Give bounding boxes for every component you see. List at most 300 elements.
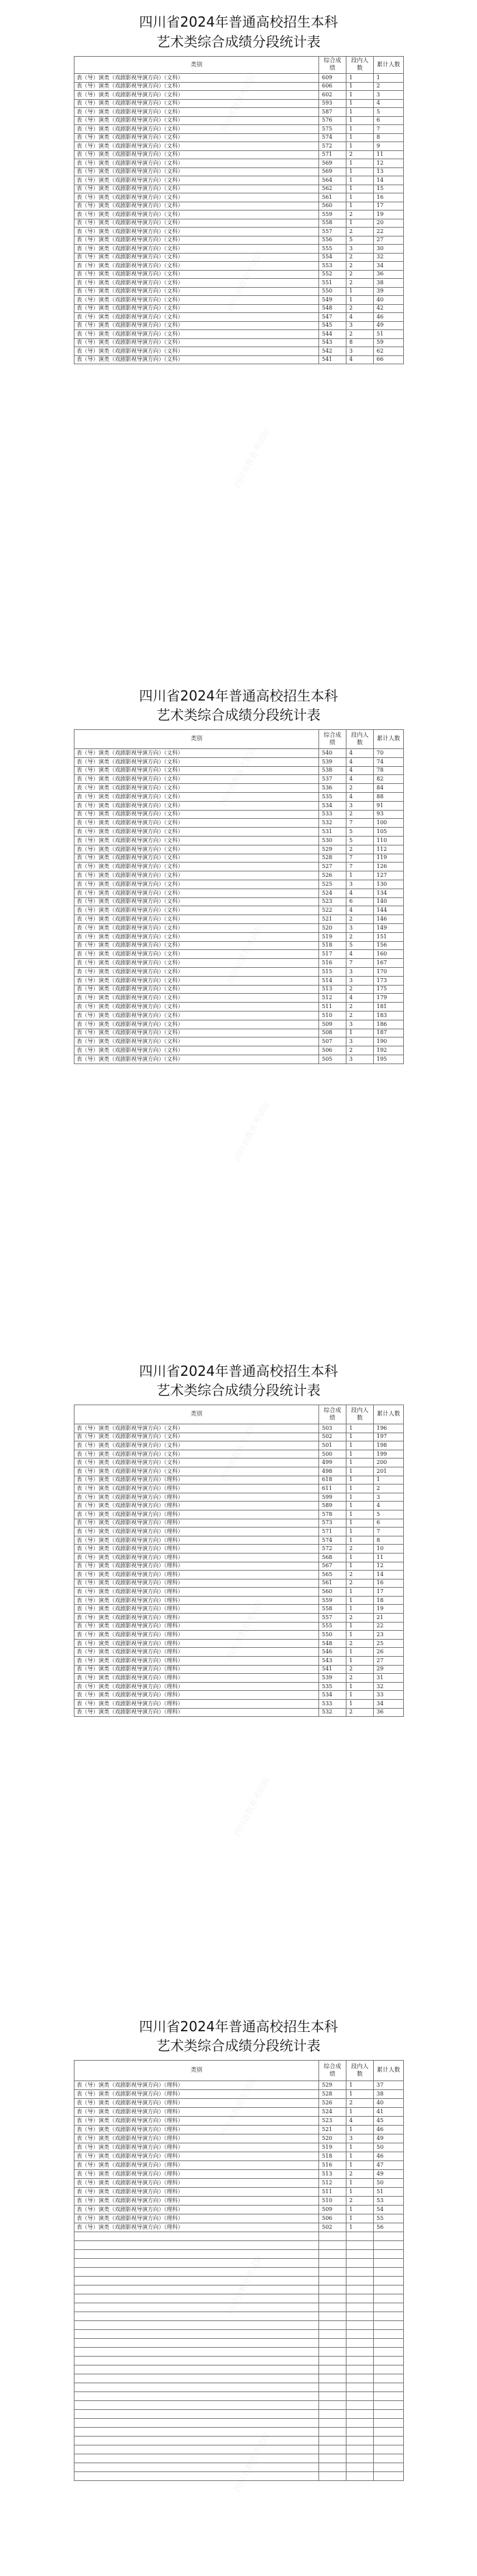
cell-score: 568 [319,1553,346,1562]
watermark: 四川省教育考试院 [232,2431,272,2494]
cell-score: 528 [319,2090,346,2099]
doc-title-line2: 艺术类综合成绩分段统计表 [156,707,321,723]
cell-score: 538 [319,766,346,775]
cell-count: 1 [346,2081,374,2090]
cell-cumulative: 14 [374,1571,404,1580]
table-row [74,1639,404,1648]
table-row [74,142,404,151]
cell-category: 表（导）演类（戏剧影视导演方向）（文科） [74,784,319,793]
cell-empty [74,2357,319,2365]
cell-count: 1 [346,1424,374,1433]
cell-count: 4 [346,2117,374,2126]
cell-empty [74,2286,319,2294]
cell-empty [374,2357,404,2365]
table-row [74,2197,404,2206]
cell-category: 表（导）演类（戏剧影视导演方向）（理科） [74,1605,319,1614]
cell-empty [374,2241,404,2250]
table-header-row [74,57,404,74]
cell-count: 1 [346,2108,374,2117]
cell-cumulative: 197 [374,1433,404,1441]
cell-empty [319,2339,346,2348]
cell-count: 7 [346,863,374,871]
cell-empty [74,2330,319,2339]
cell-cumulative: 41 [374,2108,404,2117]
cell-score: 558 [319,219,346,228]
cell-score: 502 [319,2223,346,2232]
cell-empty [346,2392,374,2401]
cell-category: 表（导）演类（戏剧影视导演方向）（理科） [74,2108,319,2117]
cell-score: 534 [319,801,346,810]
cell-score: 526 [319,2099,346,2108]
cell-count: 1 [346,1622,374,1631]
cell-cumulative: 34 [374,262,404,271]
cell-cumulative: 2 [374,82,404,91]
cell-count: 1 [346,202,374,211]
table-row [74,330,404,339]
cell-cumulative: 12 [374,1562,404,1571]
cell-cumulative: 47 [374,2161,404,2170]
cell-empty [319,2232,346,2241]
cell-cumulative: 146 [374,915,404,924]
cell-count: 1 [346,142,374,151]
cell-category: 表（导）演类（戏剧影视导演方向）（理科） [74,1562,319,1571]
cell-cumulative: 8 [374,1536,404,1545]
table-row [74,1046,404,1055]
cell-score: 559 [319,1596,346,1605]
cell-count: 1 [346,1562,374,1571]
cell-score: 606 [319,82,346,91]
table-row [74,2126,404,2134]
cell-empty [74,2445,319,2454]
cell-cumulative: 53 [374,2197,404,2206]
table-row [74,976,404,985]
table-row [74,2152,404,2161]
table-row [74,749,404,758]
cell-category: 表（导）演类（戏剧影视导演方向）（文科） [74,108,319,117]
cell-score: 511 [319,2188,346,2197]
cell-cumulative: 3 [374,91,404,100]
cell-cumulative: 50 [374,2179,404,2188]
cell-cumulative: 195 [374,1055,404,1063]
cell-count: 5 [346,236,374,245]
cell-empty [346,2365,374,2374]
table-header-row [74,730,404,749]
header-score: 综合成绩 [319,57,346,74]
cell-count: 2 [346,1708,374,1717]
cell-count: 4 [346,749,374,758]
cell-score: 512 [319,994,346,1003]
cell-empty [346,2250,374,2259]
cell-count: 2 [346,270,374,279]
table-row-empty [74,2445,404,2454]
cell-category: 表（导）演类（戏剧影视导演方向）（文科） [74,338,319,347]
cell-score: 511 [319,1003,346,1012]
cell-empty [346,2294,374,2303]
cell-category: 表（导）演类（戏剧影视导演方向）（文科） [74,1424,319,1433]
table-row [74,270,404,279]
watermark: 四川省教育考试院 [232,1776,272,1839]
cell-category: 表（导）演类（戏剧影视导演方向）（文科） [74,74,319,83]
table-row [74,321,404,330]
cell-empty [374,2312,404,2321]
cell-empty [346,2277,374,2286]
cell-score: 515 [319,967,346,976]
cell-category: 表（导）演类（戏剧影视导演方向）（理科） [74,1536,319,1545]
cell-score: 519 [319,2143,346,2152]
table-row-empty [74,2365,404,2374]
cell-empty [346,2268,374,2277]
table-row [74,1674,404,1683]
doc-title-line2: 艺术类综合成绩分段统计表 [156,33,321,50]
cell-count: 2 [346,279,374,288]
cell-empty [319,2365,346,2374]
cell-cumulative: 39 [374,287,404,296]
header-cumulative: 累计人数 [374,1405,404,1424]
cell-cumulative: 186 [374,1020,404,1029]
table-row [74,338,404,347]
table-row [74,994,404,1003]
cell-count: 1 [346,2126,374,2134]
cell-empty [319,2277,346,2286]
cell-category: 表（导）演类（戏剧影视导演方向）（文科） [74,1038,319,1046]
cell-score: 532 [319,1708,346,1717]
cell-count: 1 [346,1459,374,1467]
table-row [74,871,404,880]
cell-count: 1 [346,1553,374,1562]
cell-category: 表（导）演类（戏剧影视导演方向）（理科） [74,2090,319,2099]
table-row [74,1055,404,1063]
cell-score: 611 [319,1484,346,1493]
cell-category: 表（导）演类（戏剧影视导演方向）（文科） [74,116,319,125]
cell-category: 表（导）演类（戏剧影视导演方向）（文科） [74,950,319,959]
cell-score: 544 [319,330,346,339]
cell-count: 4 [346,757,374,766]
cell-category: 表（导）演类（戏剧影视导演方向）（文科） [74,801,319,810]
table-row [74,941,404,950]
cell-cumulative: 46 [374,313,404,322]
doc-title-line2: 艺术类综合成绩分段统计表 [156,1382,321,1398]
cell-empty [346,2312,374,2321]
table-row [74,133,404,142]
cell-score: 540 [319,749,346,758]
table-row [74,1553,404,1562]
cell-score: 516 [319,2161,346,2170]
table-row-empty [74,2428,404,2437]
table-row-empty [74,2294,404,2303]
cell-score: 599 [319,1493,346,1502]
cell-cumulative: 37 [374,2081,404,2090]
cell-empty [374,2428,404,2437]
cell-empty [374,2383,404,2392]
table-row-empty [74,2383,404,2392]
cell-score: 571 [319,1528,346,1536]
cell-count: 7 [346,854,374,863]
doc-title-line1: 四川省2024年普通高校招生本科 [139,14,338,30]
table-row-empty [74,2286,404,2294]
cell-empty [374,2303,404,2312]
cell-category: 表（导）演类（戏剧影视导演方向）（文科） [74,915,319,924]
table-row [74,2143,404,2152]
score-table [74,1405,404,1717]
cell-count: 1 [346,167,374,176]
table-row-empty [74,2392,404,2401]
cell-empty [374,2286,404,2294]
cell-cumulative: 2 [374,1484,404,1493]
header-category: 类别 [74,57,319,74]
cell-count: 2 [346,784,374,793]
table-row [74,1536,404,1545]
cell-score: 569 [319,159,346,168]
cell-score: 520 [319,923,346,932]
cell-count: 2 [346,1579,374,1588]
header-score: 综合成绩 [319,1405,346,1424]
table-row [74,836,404,845]
cell-category: 表（导）演类（戏剧影视导演方向）（文科） [74,133,319,142]
table-row [74,2214,404,2223]
table-row [74,950,404,959]
cell-cumulative: 19 [374,1605,404,1614]
cell-category: 表（导）演类（戏剧影视导演方向）（文科） [74,185,319,193]
table-row [74,116,404,125]
cell-count: 2 [346,150,374,159]
cell-cumulative: 183 [374,1011,404,1020]
cell-cumulative: 14 [374,176,404,185]
cell-category: 表（导）演类（戏剧影视导演方向）（文科） [74,228,319,236]
cell-category: 表（导）演类（戏剧影视导演方向）（文科） [74,959,319,968]
cell-empty [319,2392,346,2401]
table-row [74,1038,404,1046]
cell-category: 表（导）演类（戏剧影视导演方向）（理科） [74,1502,319,1510]
cell-cumulative: 119 [374,854,404,863]
cell-score: 573 [319,1519,346,1528]
cell-category: 表（导）演类（戏剧影视导演方向）（理科） [74,1519,319,1528]
cell-score: 519 [319,932,346,941]
table-row [74,863,404,871]
cell-count: 2 [346,845,374,854]
cell-category: 表（导）演类（戏剧影视导演方向）（文科） [74,236,319,245]
cell-category: 表（导）演类（戏剧影视导演方向）（文科） [74,91,319,100]
watermark: 四川省教育考试院 [225,923,265,986]
cell-category: 表（导）演类（戏剧影视导演方向）（理科） [74,2117,319,2126]
cell-empty [74,2312,319,2321]
cell-score: 518 [319,941,346,950]
cell-score: 560 [319,1588,346,1597]
cell-count: 1 [346,1502,374,1510]
table-row [74,757,404,766]
cell-score: 525 [319,880,346,889]
cell-count: 3 [346,976,374,985]
cell-cumulative: 49 [374,2170,404,2179]
cell-score: 559 [319,211,346,219]
table-row [74,1571,404,1580]
cell-score: 541 [319,355,346,364]
cell-category: 表（导）演类（戏剧影视导演方向）（理科） [74,2099,319,2108]
cell-empty [319,2374,346,2383]
cell-cumulative: 173 [374,976,404,985]
cell-empty [374,2410,404,2419]
cell-score: 551 [319,279,346,288]
cell-category: 表（导）演类（戏剧影视导演方向）（文科） [74,355,319,364]
table-row [74,236,404,245]
table-row [74,1476,404,1484]
cell-cumulative: 16 [374,1579,404,1588]
cell-cumulative: 6 [374,1519,404,1528]
cell-count: 4 [346,775,374,784]
cell-cumulative: 36 [374,1708,404,1717]
table-row [74,108,404,117]
cell-score: 500 [319,1450,346,1459]
cell-category: 表（导）演类（戏剧影视导演方向）（文科） [74,1003,319,1012]
cell-count: 1 [346,1510,374,1519]
score-table [74,2060,404,2481]
cell-cumulative: 26 [374,1648,404,1657]
cell-empty [74,2232,319,2241]
table-row [74,82,404,91]
cell-count: 1 [346,1433,374,1441]
cell-score: 523 [319,897,346,906]
table-row [74,176,404,185]
cell-score: 569 [319,167,346,176]
watermark: 四川省教育考试院 [232,427,272,490]
cell-count: 1 [346,1657,374,1666]
cell-empty [346,2472,374,2481]
cell-empty [346,2374,374,2383]
cell-score: 567 [319,1562,346,1571]
cell-count: 1 [346,296,374,305]
cell-cumulative: 36 [374,270,404,279]
cell-count: 1 [346,82,374,91]
cell-cumulative: 5 [374,108,404,117]
cell-score: 550 [319,1631,346,1640]
table-row [74,1562,404,1571]
cell-empty [74,2463,319,2472]
cell-count: 1 [346,2179,374,2188]
cell-count: 2 [346,1003,374,1012]
table-row [74,1622,404,1631]
cell-category: 表（导）演类（戏剧影视导演方向）（文科） [74,967,319,976]
table-row [74,159,404,168]
table-row [74,2090,404,2099]
cell-count: 1 [346,1648,374,1657]
cell-empty [74,2392,319,2401]
cell-category: 表（导）演类（戏剧影视导演方向）（理科） [74,2143,319,2152]
table-row [74,1596,404,1605]
cell-cumulative: 40 [374,296,404,305]
cell-score: 513 [319,2170,346,2179]
cell-category: 表（导）演类（戏剧影视导演方向）（文科） [74,880,319,889]
cell-cumulative: 16 [374,193,404,202]
cell-cumulative: 156 [374,941,404,950]
cell-empty [374,2348,404,2357]
cell-cumulative: 8 [374,133,404,142]
table-row [74,1605,404,1614]
cell-empty [346,2445,374,2454]
cell-score: 557 [319,228,346,236]
cell-cumulative: 84 [374,784,404,793]
cell-score: 524 [319,2108,346,2117]
table-row [74,1510,404,1519]
table-row-empty [74,2357,404,2365]
cell-score: 574 [319,133,346,142]
cell-score: 499 [319,1459,346,1467]
table-row [74,932,404,941]
cell-cumulative: 187 [374,1029,404,1038]
cell-score: 546 [319,1648,346,1657]
cell-category: 表（导）演类（戏剧影视导演方向）（理科） [74,2126,319,2134]
table-row-empty [74,2410,404,2419]
cell-count: 3 [346,2134,374,2143]
cell-category: 表（导）演类（戏剧影视导演方向）（文科） [74,245,319,254]
cell-score: 530 [319,836,346,845]
cell-cumulative: 30 [374,245,404,254]
cell-score: 553 [319,262,346,271]
header-score: 综合成绩 [319,2061,346,2081]
cell-score: 561 [319,193,346,202]
cell-score: 501 [319,1441,346,1450]
cell-category: 表（导）演类（戏剧影视导演方向）（文科） [74,749,319,758]
table-row [74,1502,404,1510]
cell-category: 表（导）演类（戏剧影视导演方向）（理科） [74,1622,319,1631]
cell-count: 3 [346,880,374,889]
cell-category: 表（导）演类（戏剧影视导演方向）（文科） [74,347,319,356]
table-row [74,2223,404,2232]
cell-category: 表（导）演类（戏剧影视导演方向）（文科） [74,1433,319,1441]
cell-cumulative: 1 [374,74,404,83]
cell-empty [374,2339,404,2348]
cell-cumulative: 4 [374,99,404,108]
cell-cumulative: 11 [374,150,404,159]
table-row [74,810,404,819]
cell-empty [374,2419,404,2428]
table-row [74,150,404,159]
cell-category: 表（导）演类（戏剧影视导演方向）（文科） [74,941,319,950]
watermark: 四川省教育考试院 [218,745,258,808]
table-row [74,1657,404,1666]
cell-cumulative: 198 [374,1441,404,1450]
table-row [74,1424,404,1433]
cell-score: 545 [319,321,346,330]
cell-count: 1 [346,91,374,100]
table-row [74,1519,404,1528]
cell-score: 571 [319,150,346,159]
cell-category: 表（导）演类（戏剧影视导演方向）（文科） [74,202,319,211]
cell-count: 3 [346,1020,374,1029]
cell-category: 表（导）演类（戏剧影视导演方向）（理科） [74,2223,319,2232]
watermark: 四川省教育考试院 [225,1598,265,1661]
cell-empty [319,2463,346,2472]
cell-category: 表（导）演类（戏剧影视导演方向）（文科） [74,871,319,880]
cell-cumulative: 17 [374,1588,404,1597]
watermark: 四川省教育考试院 [218,1420,258,1483]
cell-score: 529 [319,845,346,854]
cell-empty [319,2454,346,2463]
cell-category: 表（导）演类（戏剧影视导演方向）（文科） [74,906,319,915]
cell-empty [346,2259,374,2268]
header-cumulative: 累计人数 [374,57,404,74]
cell-category: 表（导）演类（戏剧影视导演方向）（文科） [74,253,319,262]
cell-count: 2 [346,304,374,313]
cell-score: 593 [319,99,346,108]
table-row-empty [74,2241,404,2250]
cell-empty [374,2392,404,2401]
cell-score: 576 [319,116,346,125]
cell-count: 1 [346,1519,374,1528]
watermark: 四川省教育考试院 [218,72,258,135]
cell-score: 531 [319,828,346,837]
cell-score: 509 [319,2206,346,2214]
cell-count: 5 [346,828,374,837]
cell-category: 表（导）演类（戏剧影视导演方向）（理科） [74,1700,319,1709]
